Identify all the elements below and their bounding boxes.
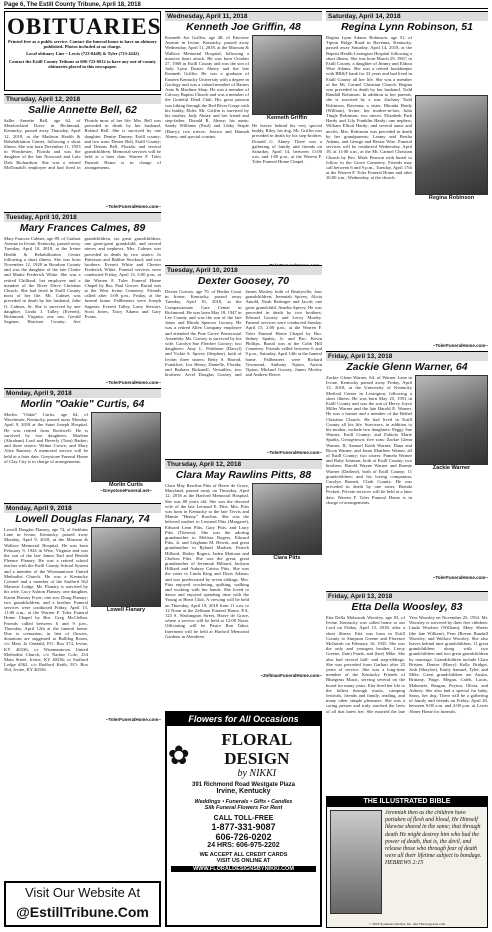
obit-body: Lowell Douglas Flanary, age 74, of Stebbins Lane in Irvine, Kentucky, passed away Monday, April 9, 2018, at the Marcum & Wallace Memorial Hospital. He was born February 9, 1944 in Wise, Virginia and was the son of the late James Earl and Beulah Fleenor Flanary. He was a retired school teacher with the Estill County School System and a member of the Wisemantown United Methodist Church. He was a Kentucky Colonel and a member of the Stafford 562 Masonic Lodge. Mr. Flanary is survived by his wife, Lucy Ashton Flanary; one daughter, Karen Flanary Fryer; one son, Doug Flanary; two grandchildren; and a brother. Funeral services were conducted Friday, April 13, 11:00 a.m., at the Warren F. Toler Funeral Home Chapel by Bro. Greg McClellan. Friends called between 6 and 9 p.m., Thursday, April 12th at the funeral home. Due to cremation, in lieu of flowers, donations are suggested to Bulldog Room, c/o Mary Jo Omdahl, P.O. Box 374, Irvine, KY 40336; or Wisemantown United Methodist Church, c/o Nadine Cole, 254 Main Street, Irvine, KY 40336; or Stafford Lodge #562, c/o Radford Keith, P.O. Box 564, Irvine, KY 40336. — [4, 527, 88, 673]
masthead-title: OBITUARIES — [7, 14, 162, 39]
obit-body-2: He leaves behind his very special buddy, Riley, his dog. Mr. Griffin was preceded in death by his step-brother, Donald G. Abney. There was a gathering of family and friends on Saturday, April 14, between 11:00 a.m. and 1:00 p.m., at the Warren F. Toler Funeral Home Chapel. — [252, 123, 322, 165]
obit-photo-wrap — [91, 412, 161, 500]
obit-name: Etta Della Woosley, 83 — [351, 601, 463, 613]
obit-date: Friday, April 13, 2018 — [326, 351, 488, 361]
obit-date: Saturday, April 14, 2018 — [326, 11, 488, 21]
obit-body: Dexter Goosey, age 70, of Bertha Court in Irvine, Kentucky, passed away Tuesday, April 10, 2018, at the Compassionate Care Center in Richmond. He was born May 18, 1947 in Lee County and was the son of the late Jones and Rhoda Spencer Goosey. He was a retired Allen Company employee and attended the Pine Grove Pentecostal Assembly. Mr. Goosey is survived by his wife, Carolyn Sue Fletcher Goosey; two daughters: Amy L. Pettibone (Darryl) and Vickie S. Spivey (Stephen), both of Irvine; three sisters: Betty S. Harrod, Frankfort; Lea Henry, Danielle, Florida; and Barbara Bickmell, Versailles; two brothers: Arvel Douglas Goosey and James Mosley, both of Beattyville; four grandchildren; Jeremiah Spivey, Alicia Amold, Noah Rettinger and Jacob; one great grandchild, Amelia Spivey. He was preceded in death by two brothers: Edward Goosey and Leroy Mosley. Funeral services were conducted Sunday, April 15, 2:00 p.m., at the Warren F. Toler Funeral Home Chapel by Bro. Sidney Spahts, Jr. and Bro. Kevin Phillips. Burial was at the Cobb Hill Cemetery. Friends called between 6 and 9 p.m., Saturday, April 14th at the funeral home. Pallbearers were Richard Townsend, Anthony Tipton, Austin Tipton, Michael Goosey, James Mosley and Andrew Reece. — [165, 289, 322, 378]
obit-photo — [91, 412, 161, 482]
obit-credit: ~TolerFuneralHome.com~ — [105, 380, 161, 385]
illustrated-bible — [326, 796, 488, 928]
obit-body: Kenneth Joe Griffin, age 48, of Fairview Avenue in Irvine, Kentucky, passed away Wednesday, April 11, 2018, at the Marcum & Wallace Memorial Hospital, following a massive heart attack. He was born October 27, 1969 in Estill County and was the son of Judy Lynn Dozier Abney and the late Kenneth Griffin. He was a graduate of Eastern Kentucky University with a degree in Geology and was a valued member of Barnes Auto & Machine Shop. He was a member of Calvary Baptist Church and was a member of the Grateful Dead Club. His great passion was hiking through the Red River Gorge with his buddy, Elder. Mr. Griffin is survived by his mother, Judy Abney and her friend and step-father, Donald R. Abney; his aunts: Sandy Williams (Paul) and Libby Staple (Harry); two nieces: Jessica and Hannah Abney; and special cousins. — [165, 35, 249, 139]
obit-photo-caption: Lowell Flanary — [106, 607, 146, 613]
bible-footer: © 2018 Synthesis Studios, Inc. and TheologyArts.com — [368, 922, 446, 926]
obit-body: Mary Frances Calmes, age 89, of Garhart Avenue in Irvine, Kentucky, passed away Tuesday, April 10, 2018, at the Irvine Health & Rehabilitation Center following a short illness. She was born November 12, 1928 in Bourbon County and was the daughter of the late Clarke and Mattie Frederick White. She was a retired Chilliard, hat employee and a member of the River Drive Christian Church. She had lived in Estill County most of her life. Mr. Calmes was preceded in death by her husband, John O. Calmes, Sr. She is survived by one daughter, Linda J. Talley (Everett), Richmond, Virginia; one son, Gerald Sagener, Harrison County; five grandchildren, six great grandchildren, one great-great grandchild, and several nieces and nephews. Mrs. Calmes was preceded in death by two sisters: Jo Patterson and Bobbie Stockard; and two brothers: Everett White and Chester Frederick White. Funeral services were conducted Friday, April 13, 3:00 p.m., at the Warren F. Toler Funeral Home Chapel by Bro. Paul Grover. Burial was at the West Irvine Cemetery. Friends called after 1:00 p.m., Friday, at the funeral home. Pallbearers were Joseph Sagener, Everett Talley, Larry Stewart, Scott Jones, Tracy Adams and Gary Evans. — [4, 236, 161, 325]
obit-robinson — [326, 11, 488, 348]
florist-banner: Flowers for All Occasions — [167, 713, 320, 726]
obit-date: Friday, April 13, 2018 — [326, 591, 488, 601]
obit-name: Zackie Glenn Warner, 64 — [346, 361, 468, 373]
obit-warner — [326, 351, 488, 580]
obit-photo-caption: Zackie Warner — [432, 465, 471, 471]
website-ad-line1: Visit Our Website At — [24, 885, 141, 900]
florist-online: VISIT US ONLINE AT — [216, 858, 271, 864]
florist-phone-1[interactable]: 1-877-331-9087 — [211, 822, 276, 832]
obit-curtis — [4, 388, 161, 500]
obit-photo-wrap — [252, 483, 322, 673]
obit-photo-caption: Clara Pitts — [273, 555, 301, 561]
obit-photo — [91, 527, 161, 607]
obituaries-masthead — [4, 11, 161, 91]
column-1 — [4, 11, 161, 929]
column-3 — [326, 11, 488, 929]
obit-name: Dexter Goosey, 70 — [197, 275, 290, 287]
bible-title: THE ILLUSTRATED BIBLE — [327, 797, 487, 807]
obit-name: Lowell Douglas Flanary, 74 — [15, 513, 150, 525]
florist-name-wrap — [194, 730, 320, 779]
obit-photo-caption: Regina Robinson — [428, 195, 475, 201]
florist-silk: Silk Funeral Flowers For Rent — [204, 805, 283, 811]
obit-date: Thursday, April 12, 2018 — [4, 94, 161, 104]
florist-ad[interactable] — [165, 711, 322, 927]
masthead-notice-3: Contact the Estill County Tribune at 606-723-6012 to have any out-of-county obituaries placed in this newspaper. — [8, 58, 157, 69]
obit-name: Sallie Annette Bell, 62 — [28, 104, 137, 116]
obit-date: Wednesday, April 11, 2018 — [165, 11, 322, 21]
website-ad-line2[interactable]: @EstillTribune.Com — [16, 904, 149, 920]
obit-date: Thursday, April 12, 2018 — [165, 459, 322, 469]
obit-curtis-row — [4, 412, 161, 500]
website-ad[interactable] — [4, 881, 161, 927]
column-2 — [165, 11, 322, 929]
obit-bell — [4, 94, 161, 209]
obit-date: Monday, April 9, 2018 — [4, 503, 161, 513]
florist-phone-3[interactable]: 24 HRS: 606-975-2202 — [207, 842, 280, 849]
obit-warner-row — [326, 375, 488, 575]
obit-body: Zackie Glenn Warner, 64, of Warner Lane in Irvine, Kentucky passed away Friday, April 13, 2018, at the University of Kentucky Medical Center in Lexington, following a short illness. He was born May 25, 1953 in Estill County and was the son of Hervy Joyce Miller Warner and the late Harold E. Warner. He was a farmer and a member of the Bethel Christian Church. He had lived in Estill County all his life. Survivors, in addition to his mother, include two daughters: Peggy Sue Warner, Estill County; and Fabiola Marie Sparks, Georgetown; five sons: Zackie Glenn Warner, II; Samuel Keith Warner, Dana and Ricon Warner, and Jason Matthew Warner, all of Estill County; two sisters: Pamela Warner and Ruby Johnson, both of Estill County; two brothers: Harold Wayne Warner and Ronnie Warner (Darlene), both of Estill County; 11 grandchildren; and his loving companion, Carolyn Barnett, Clark County. He was preceded in death by one sister, Brenda Peckett. Private services will be held at a later date. Warren F. Toler Funeral Home is in charge of arrangements. — [326, 375, 412, 505]
obit-woosley — [326, 591, 488, 806]
masthead-notice-1: Printed free as a public service. Contact the funeral home to have an obituary published. Photos included at no charge. — [8, 39, 157, 50]
obit-date: Tuesday, April 10, 2018 — [165, 265, 322, 275]
florist-address: 391 Richmond Road Westgate Plaza — [192, 782, 295, 788]
obit-credit: ~TolerFuneralHome.com~ — [432, 343, 488, 348]
florist-call: CALL TOLL-FREE — [213, 815, 274, 822]
obit-photo — [415, 375, 488, 465]
page-header: Page 6, The Estill County Tribune, April 18, 2018 — [4, 2, 488, 9]
obit-photo — [415, 95, 488, 195]
obit-name: Regina Lynn Robinson, 51 — [341, 21, 473, 33]
obit-photo-caption: Morlin Curtis — [109, 482, 143, 488]
obit-flanary-row — [4, 527, 161, 717]
obit-date: Tuesday, April 10, 2018 — [4, 212, 161, 222]
obit-credit: ~ZellmanFuneralHome.com~ — [260, 673, 322, 678]
obit-pitts-row — [165, 483, 322, 673]
florist-name-2: by NIKKI — [237, 768, 277, 779]
masthead-notice-2: Local obituary Line ~ Lewis (723-8448) & Tyler (723-4242) — [26, 51, 139, 57]
bible-row — [327, 807, 487, 917]
obit-credit: ~TolerFuneralHome.com~ — [432, 575, 488, 580]
florist-services: Weddings • Funerals • Gifts • Candles — [194, 799, 293, 805]
obit-body: Regina Lynn Adams Robinson, age 51, of Tipton Ridge Road in Ravenna, Kentucky, passed away Saturday, April 14, 2018, at the Baptist Health Lexington Hospital following a short illness. She was born March 29, 1967, in Estill County, a daughter of Jimmy and Eldora Wise Adams. She was a retired bookkeeper with BB&T bank for 33 years and had lived in Estill County all her life. She was a member of the Mt. Carmel Christian Church. Regina was preceded in death by her husband, Todd Randall Robinson. In addition to her parents, she is survived by a son, Zachary Todd Robinson, Ravenna; a sister, Rhonda Hardy (William), Irvine; her mother-in-law, Julia Tingle Robinson; two nieces: Elizabeth Park Hardy and Lily Franklin Hardy; one nephew, William Elliott Hardy; and several aunts and uncles. Mrs. Robinson was preceded in death by her grandparents: Leamy and Bertha Adams, and George and Bessie Wise. Funeral services will be conducted Wednesday, April 18, at 11:00 a.m., at the Mt. Carmel Christian Church by Bro. Mark Pearson with burial to follow in the Grove Cemetery. Friends may call between 6 and 9 p.m., Tuesday, April 17th at the Warren F. Toler Funeral Home and after 10:00 a.m., Wednesday, at the church. — [326, 35, 412, 181]
obit-photo-wrap — [415, 35, 488, 343]
florist-city: Irvine, Kentucky — [216, 788, 271, 795]
obit-calmes — [4, 212, 161, 385]
obit-body: Clara May Rawlins Pitts of Havre de Grace, Maryland, passed away on Thursday, April 12, 2018 at the Harford Memorial Hospital. She was 88 years old. She was the devoted wife of the late Leonard E. Pitts. Mrs. Pitts was born in Kentucky to the late Tivvis and Mamie "Henny" Rawlins. She was the beloved mother to Leonard Pitts (Margaret), Edward Leon Pitts, Gary Pitts, and Larry Pitts (Theresa). She was the adoring grandmother to Melissa Rogers, Edward Pitts, Jr. and Leighann M. Hewitt, and great grandmother to Ryland Madsen, Patrick Hilliard, Hailey Rogers, Jaden Mattoon and Chelsea Pitts. She was the great, great grandmother of Jeremiah Hilliard, Jackson Hilliard and Aubrey Catriss Pitts. She was the sister to Linda King and Doris Adams; and was predeceased by seven siblings. Mrs. Pitts enjoyed crocheting, quilting, walking and working with her hands. She loved to dance and enjoyed spending time with the Young at Heart Club. A viewing will be held on Thursday, April 19, 2018 from 11 a.m. to 12 Noon at the Zellman Funeral Home, P.A. 123 S. Washington Street, Havre de Grace, where a service will be held at 12:00 Noon. Officiating will be Pastor Ron Tabor. Interment will be held at Harford Memorial Gardens in Aberdeen. — [165, 483, 249, 639]
obit-photo — [252, 483, 322, 555]
obit-credit: ~GreystoneFuneral.net~ — [100, 488, 152, 493]
bible-verse: Jeremiah then as the children have partaken of flesh and blood, He Himself likewise shared in the same; that through death He might destroy him who had the power of death, that is, the devil, and release those who through fear of death were all their lifetime subject to bondage. HEBREWS 2:15 — [385, 810, 482, 867]
obit-name: Kenneth Joe Griffin, 48 — [186, 21, 301, 33]
obit-date: Monday, April 9, 2018 — [4, 388, 161, 398]
obit-credit: ~TolerFuneralHome.com~ — [105, 204, 161, 209]
obit-flanary — [4, 503, 161, 722]
obit-name: Morlin "Oakie" Curtis, 64 — [20, 398, 145, 410]
bible-illustration-icon — [330, 810, 382, 914]
obit-name: Mary Frances Calmes, 89 — [19, 222, 146, 234]
obit-photo-wrap — [252, 35, 322, 263]
obit-robinson-row — [326, 35, 488, 343]
obit-credit: ~TolerFuneralHome.com~ — [105, 717, 161, 722]
obit-pitts — [165, 459, 322, 678]
obit-griffin — [165, 11, 322, 268]
obit-name: Clara May Rawlins Pitts, 88 — [175, 469, 312, 481]
florist-logo-row — [167, 730, 320, 779]
obit-photo-wrap — [415, 375, 488, 575]
florist-cards: WE ACCEPT ALL CREDIT CARDS — [199, 852, 288, 858]
obit-photo-caption: Kenneth Griffin — [266, 115, 308, 121]
florist-name: FLORAL DESIGN — [221, 730, 293, 768]
florist-website[interactable]: WWW.FLORALDESIGNSBYNIKKI.COM — [171, 866, 316, 872]
obit-credit: ~TolerFuneralHome.com~ — [266, 450, 322, 455]
obit-goosey — [165, 265, 322, 455]
obit-body: Sallie Annette Bell, age 62, of Meadowland Drive in Richmond, Kentucky, passed away Thursday, April 12, 2018, at the Madison Health & Rehabilitation Center, following a short illness. She was born December 11, 1955 in Winchester, Florida and was the daughter of the late Norwood and Lula Dale Richardson. She was a retired McDonald's employee and had lived in Florida most of her life. Mrs. Bell was preceded in death by her husband, Roland Bell. She is survived by one daughter, Denise Dumey; Estill county; and two sons: Dexter Bell, Estill County; and Dennis Bell, Florida; and several grandchildren. Memorial services will be held at a later date. Warren F. Toler Funeral Home is in charge of arrangements. — [4, 118, 161, 170]
obit-body: Morlin "Oakie" Curtis, age 64, of Winchester, Kentucky, passed away Monday, April 9, 2018 at the Saint Joseph Hospital. He was retired from Rockwell. He is survived by two daughters: Marlene (Abraham) Lord and Beverly (Tom) Barker; and three sisters: Wilma Crowe; and Mary Alice Ramsey. A memorial service will be held at a later date. Greystone Funeral Home of Clay City is in charge of arrangements. — [4, 412, 88, 464]
florist-phone-2[interactable]: 606-726-0202 — [215, 832, 272, 842]
obit-body: Etta Della Mohorrah Woosley, age 83, of Irvine, Kentucky was called home to our Lord on Friday, April 13, 2018, after a short illness. Etta was born in Estill County to Simpson Greene and Florence McIntosh on February 16, 1935. She was the only and youngest brother, Leroy Greene, (late) Frank, and (late) Mike. She also had several half- and step-siblings. She was preceded from Garhart after 25 years of service. She was a long-time member of the Kentucky Friends of Bluegrass Music, serving several on the board for many years. Etta lived her life to the fullest through music, camping festivals, friends and family, reading, and many other simple pleasures. She was a caring person and truly touched the lives of all that knew her. She married the late Vess Woosley on November 25, 1954. Mr. Woosley is survived by their five children: Linda Woolsey (William), Mary Sheets (the late William), Fern (Roven Randall Woosley, and Wallace Woosley. She also leaves behind nine grandchildren, 11 great grandchildren along with two grandchildren and two great grandchildren by marriage. Grandchildren include Clara Bristen, Denise (Harry) Kelly Bridget, Josh (Shaylon), Emily Samuel, Tyler, and Mike. Great grandchildren are Austin, Brittany, Paige, Megan, Caleb, Lucas, Makenzie, Reagan, Peyton, Olivia, and Aubrey. She also had a special fur baby, Sassy, her dog. There will be a gathering of family and friends on Friday, April 20, between 9:00 a.m. and 4:00 p.m. at Lewis Abner Home for funerals. — [326, 615, 488, 714]
obit-photo-wrap — [91, 527, 161, 717]
obit-griffin-row — [165, 35, 322, 263]
flower-icon: ✿ — [167, 739, 190, 770]
obit-photo — [252, 35, 322, 115]
